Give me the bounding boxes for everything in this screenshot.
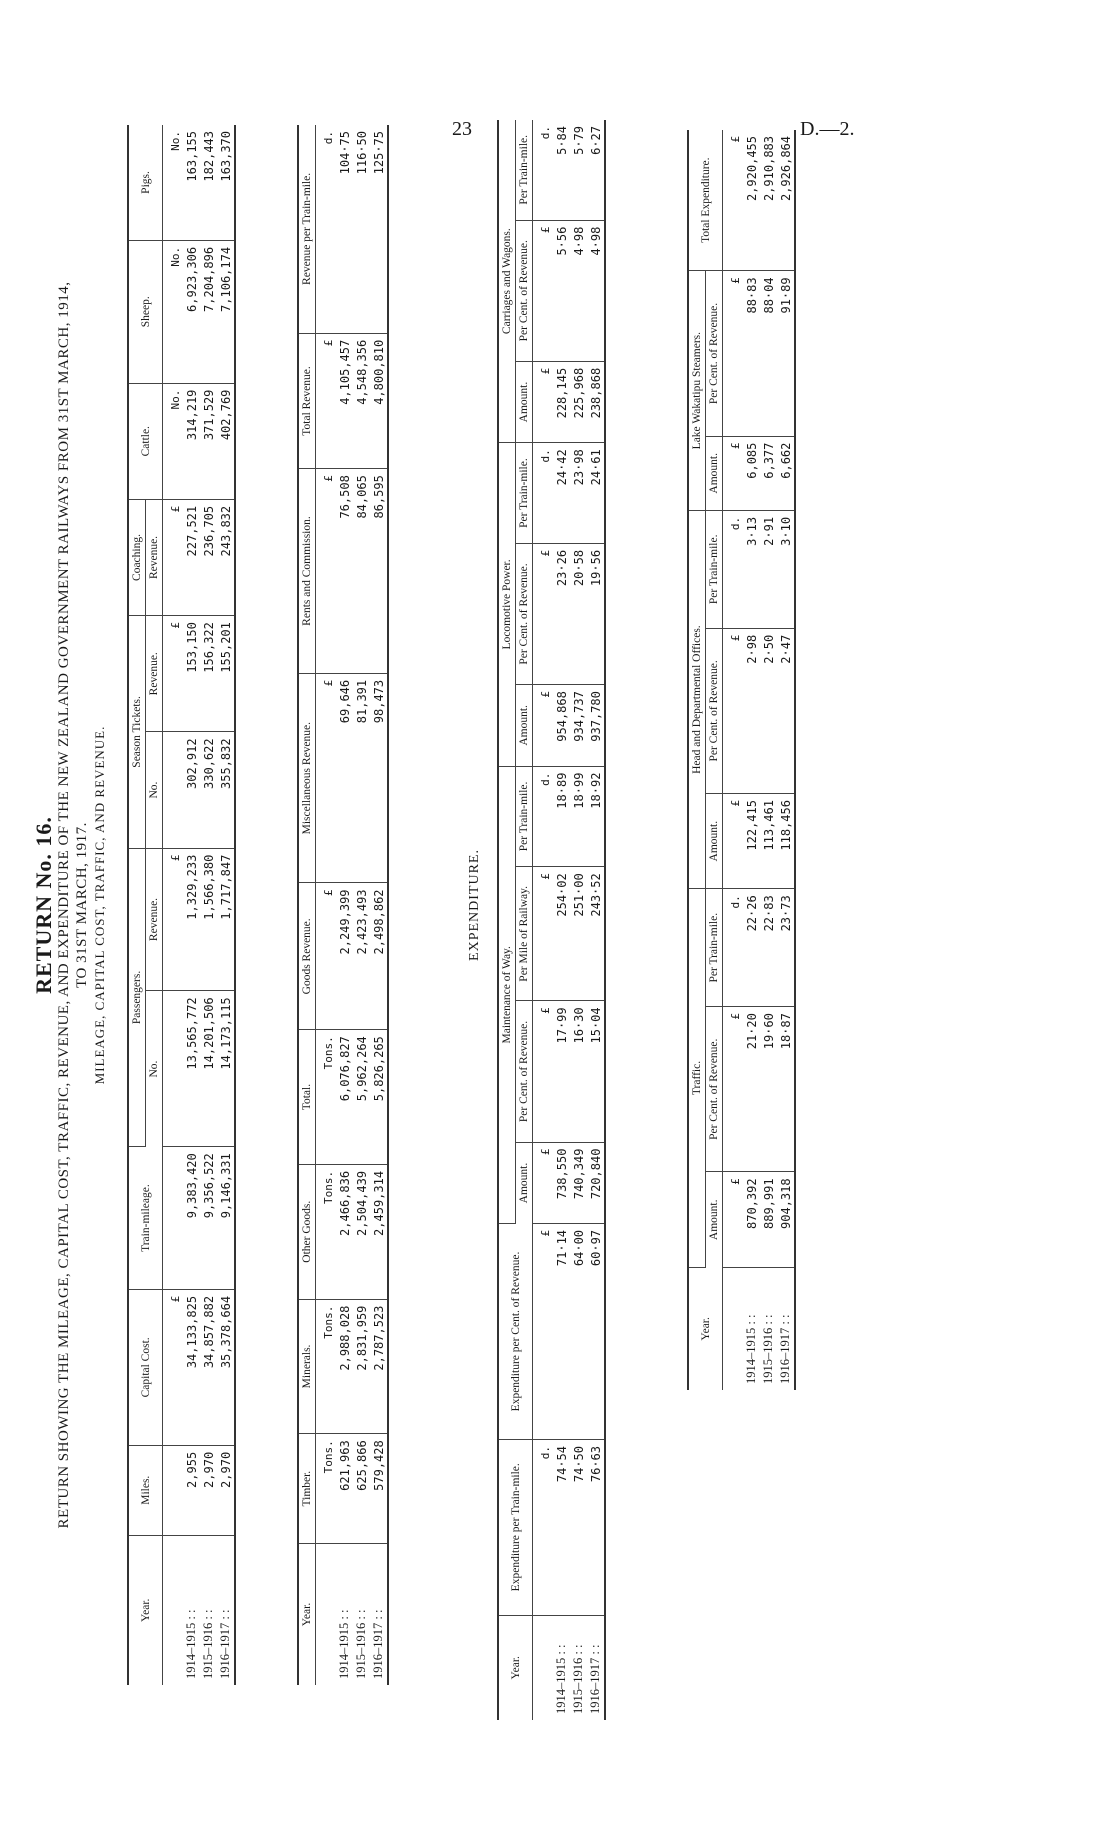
table-row bbox=[760, 130, 777, 1390]
value-cell: 6,662 bbox=[777, 436, 795, 510]
year-cell: 1914–1915 : : bbox=[744, 1314, 758, 1384]
unit-cell: £ bbox=[723, 130, 744, 271]
value-cell: 6,085 bbox=[743, 436, 760, 510]
value-cell: 314,219 bbox=[183, 383, 200, 499]
unit-cell: d. bbox=[723, 889, 744, 1007]
value-cell: 104·75 bbox=[336, 125, 353, 333]
unit-cell: £ bbox=[316, 469, 337, 674]
year-cell: 1914–1915 : : bbox=[184, 1609, 198, 1679]
value-cell: 2,970 bbox=[217, 1445, 235, 1535]
year-cell: 1916–1917 : : bbox=[218, 1609, 232, 1679]
unit-cell bbox=[163, 991, 184, 1147]
value-cell: 2,910,883 bbox=[760, 130, 777, 271]
value-cell: 5·79 bbox=[570, 120, 587, 220]
value-cell: 1,717,847 bbox=[217, 848, 235, 991]
value-cell: 118,456 bbox=[777, 794, 795, 889]
value-cell: 74·54 bbox=[553, 1440, 570, 1616]
col-cw-amount: Amount. bbox=[516, 361, 533, 442]
unit-cell: £ bbox=[533, 1223, 554, 1439]
value-cell: 2·50 bbox=[760, 628, 777, 793]
table-row bbox=[777, 130, 795, 1390]
return-title: RETURN SHOWING THE MILEAGE, CAPITAL COST, TRAFFIC, REVENUE, AND EXPENDITURE OF THE NEW ZEALAND GOVERNMENT RAILWAYS FROM 31ST MARCH, 1914, bbox=[56, 281, 73, 1529]
unit-cell: £ bbox=[533, 867, 554, 1001]
value-cell: 19·56 bbox=[587, 543, 605, 684]
col-cw-per-train-mile: Per Train-mile. bbox=[516, 120, 533, 220]
return-number: RETURN No. 16. bbox=[31, 816, 56, 994]
col-cw-per-cent: Per Cent. of Revenue. bbox=[516, 220, 533, 361]
col-mow-amount: Amount. bbox=[516, 1142, 533, 1223]
unit-cell: Tons. bbox=[316, 1164, 337, 1299]
unit-cell: d. bbox=[316, 125, 337, 333]
value-cell: 355,832 bbox=[217, 732, 235, 848]
value-cell: 402,769 bbox=[217, 383, 235, 499]
value-cell: 5·84 bbox=[553, 120, 570, 220]
expenditure-table bbox=[497, 120, 606, 1720]
table-row bbox=[200, 125, 217, 1685]
value-cell: 14,201,506 bbox=[200, 991, 217, 1147]
return-title-continued: TO 31ST MARCH, 1917. bbox=[73, 822, 90, 988]
unit-cell: £ bbox=[723, 1007, 744, 1172]
value-cell: 238,868 bbox=[587, 361, 605, 442]
value-cell: 6·27 bbox=[587, 120, 605, 220]
table-row bbox=[743, 130, 760, 1390]
unit-cell bbox=[316, 1544, 337, 1685]
value-cell: 153,150 bbox=[183, 616, 200, 732]
col-header: Miscellaneous Revenue. bbox=[298, 673, 316, 883]
value-cell: 163,370 bbox=[217, 125, 235, 240]
page-number: 23 bbox=[452, 118, 472, 140]
unit-cell bbox=[533, 1615, 554, 1720]
value-cell: 3·10 bbox=[777, 510, 795, 628]
col-passengers-no: No. bbox=[146, 991, 163, 1147]
value-cell: 371,529 bbox=[200, 383, 217, 499]
value-cell: 2,988,028 bbox=[336, 1299, 353, 1434]
col-header: Year. bbox=[298, 1544, 316, 1685]
mileage-traffic-table bbox=[127, 125, 236, 1685]
value-cell: 625,866 bbox=[353, 1434, 370, 1544]
col-season-no: No. bbox=[146, 732, 163, 848]
col-head-offices: Head and Departmental Offices. bbox=[688, 510, 706, 888]
value-cell: 870,392 bbox=[743, 1172, 760, 1267]
col-year: Year. bbox=[128, 1535, 163, 1685]
value-cell: 76,508 bbox=[336, 469, 353, 674]
year-cell: 1915–1916 : : bbox=[571, 1644, 585, 1714]
value-cell: 69,646 bbox=[336, 673, 353, 883]
value-cell: 2,498,862 bbox=[370, 883, 388, 1030]
unit-cell: £ bbox=[723, 436, 744, 510]
value-cell: 16·30 bbox=[570, 1001, 587, 1142]
value-cell: 2·47 bbox=[777, 628, 795, 793]
goods-revenue-table bbox=[297, 125, 389, 1685]
col-sheep: Sheep. bbox=[128, 240, 163, 383]
unit-cell: £ bbox=[723, 1172, 744, 1267]
unit-cell: No. bbox=[163, 383, 184, 499]
value-cell: 7,106,174 bbox=[217, 240, 235, 383]
value-cell: 6,076,827 bbox=[336, 1030, 353, 1165]
value-cell: 17·99 bbox=[553, 1001, 570, 1142]
col-header: Goods Revenue. bbox=[298, 883, 316, 1030]
unit-cell: £ bbox=[723, 628, 744, 793]
col-expenditure-per-cent: Expenditure per Cent. of Revenue. bbox=[498, 1223, 533, 1439]
value-cell: 4·98 bbox=[570, 220, 587, 361]
col-loco-amount: Amount. bbox=[516, 685, 533, 766]
year-cell: 1916–1917 : : bbox=[371, 1609, 385, 1679]
table-row bbox=[217, 125, 235, 1685]
value-cell: 2,955 bbox=[183, 1445, 200, 1535]
value-cell: 74·50 bbox=[570, 1440, 587, 1616]
unit-cell: Tons. bbox=[316, 1434, 337, 1544]
value-cell: 5,962,264 bbox=[353, 1030, 370, 1165]
value-cell: 251·00 bbox=[570, 867, 587, 1001]
value-cell: 113,461 bbox=[760, 794, 777, 889]
value-cell: 2,504,439 bbox=[353, 1164, 370, 1299]
col-traffic-per-train-mile: Per Train-mile. bbox=[706, 889, 723, 1007]
value-cell: 19·60 bbox=[760, 1007, 777, 1172]
value-cell: 5,826,265 bbox=[370, 1030, 388, 1165]
unit-cell: £ bbox=[316, 883, 337, 1030]
value-cell: 18·92 bbox=[587, 766, 605, 867]
value-cell: 122,415 bbox=[743, 794, 760, 889]
unit-cell: Tons. bbox=[316, 1030, 337, 1165]
unit-cell bbox=[723, 1267, 744, 1390]
value-cell: 4,548,356 bbox=[353, 333, 370, 468]
unit-cell: d. bbox=[533, 443, 554, 544]
unit-cell: No. bbox=[163, 240, 184, 383]
value-cell: 6,923,306 bbox=[183, 240, 200, 383]
table-row bbox=[570, 120, 587, 1720]
value-cell: 4,105,457 bbox=[336, 333, 353, 468]
value-cell: 2,249,399 bbox=[336, 883, 353, 1030]
unit-cell: £ bbox=[533, 685, 554, 766]
expenditure-offices-table bbox=[687, 130, 796, 1390]
col-header: Total Revenue. bbox=[298, 333, 316, 468]
col-year: Year. bbox=[498, 1615, 533, 1720]
value-cell: 2,920,455 bbox=[743, 130, 760, 271]
col-lake-amount: Amount. bbox=[706, 436, 723, 510]
value-cell: 163,155 bbox=[183, 125, 200, 240]
value-cell: 225,968 bbox=[570, 361, 587, 442]
col-head-amount: Amount. bbox=[706, 794, 723, 889]
value-cell: 2,831,959 bbox=[353, 1299, 370, 1434]
value-cell: 71·14 bbox=[553, 1223, 570, 1439]
col-carriages-wagons: Carriages and Wagons. bbox=[498, 120, 516, 443]
col-locomotive-power: Locomotive Power. bbox=[498, 443, 516, 766]
value-cell: 934,737 bbox=[570, 685, 587, 766]
value-cell: 9,146,331 bbox=[217, 1147, 235, 1290]
table-row bbox=[587, 120, 605, 1720]
unit-cell: £ bbox=[316, 333, 337, 468]
col-passengers: Passengers. bbox=[128, 848, 146, 1147]
unit-cell: £ bbox=[723, 794, 744, 889]
year-cell: 1916–1917 : : bbox=[588, 1644, 602, 1714]
value-cell: 2,466,836 bbox=[336, 1164, 353, 1299]
value-cell: 7,204,896 bbox=[200, 240, 217, 383]
value-cell: 13,565,772 bbox=[183, 991, 200, 1147]
value-cell: 1,566,380 bbox=[200, 848, 217, 991]
unit-cell bbox=[163, 732, 184, 848]
col-header: Rents and Commission. bbox=[298, 469, 316, 674]
value-cell: 125·75 bbox=[370, 125, 388, 333]
value-cell: 64·00 bbox=[570, 1223, 587, 1439]
value-cell: 2,970 bbox=[200, 1445, 217, 1535]
value-cell: 3·13 bbox=[743, 510, 760, 628]
col-passengers-revenue: Revenue. bbox=[146, 848, 163, 991]
value-cell: 937,780 bbox=[587, 685, 605, 766]
unit-cell: £ bbox=[533, 1001, 554, 1142]
unit-cell: Tons. bbox=[316, 1299, 337, 1434]
value-cell: 2·91 bbox=[760, 510, 777, 628]
value-cell: 4,800,810 bbox=[370, 333, 388, 468]
year-cell: 1915–1916 : : bbox=[761, 1314, 775, 1384]
table-row bbox=[336, 125, 353, 1685]
value-cell: 6,377 bbox=[760, 436, 777, 510]
value-cell: 2,926,864 bbox=[777, 130, 795, 271]
section-title-expenditure: EXPENDITURE. bbox=[467, 849, 482, 961]
unit-cell: £ bbox=[533, 1142, 554, 1223]
value-cell: 156,322 bbox=[200, 616, 217, 732]
col-miles: Miles. bbox=[128, 1445, 163, 1535]
unit-cell bbox=[163, 1445, 184, 1535]
value-cell: 155,201 bbox=[217, 616, 235, 732]
col-mow-per-mile: Per Mile of Railway. bbox=[516, 867, 533, 1001]
col-loco-per-train-mile: Per Train-mile. bbox=[516, 443, 533, 544]
value-cell: 5·56 bbox=[553, 220, 570, 361]
value-cell: 81,391 bbox=[353, 673, 370, 883]
value-cell: 116·50 bbox=[353, 125, 370, 333]
table-row bbox=[370, 125, 388, 1685]
value-cell: 24·61 bbox=[587, 443, 605, 544]
value-cell: 4·98 bbox=[587, 220, 605, 361]
col-header: Other Goods. bbox=[298, 1164, 316, 1299]
value-cell: 22·26 bbox=[743, 889, 760, 1007]
year-cell: 1915–1916 : : bbox=[201, 1609, 215, 1679]
col-head-per-cent: Per Cent. of Revenue. bbox=[706, 628, 723, 793]
unit-cell: £ bbox=[533, 361, 554, 442]
table-row bbox=[183, 125, 200, 1685]
value-cell: 88·04 bbox=[760, 271, 777, 436]
value-cell: 18·99 bbox=[570, 766, 587, 867]
col-head-per-train-mile: Per Train-mile. bbox=[706, 510, 723, 628]
value-cell: 2,459,314 bbox=[370, 1164, 388, 1299]
value-cell: 86,595 bbox=[370, 469, 388, 674]
value-cell: 2,787,523 bbox=[370, 1299, 388, 1434]
unit-cell: £ bbox=[163, 499, 184, 615]
unit-cell: d. bbox=[533, 766, 554, 867]
value-cell: 889,991 bbox=[760, 1172, 777, 1267]
year-cell: 1914–1915 : : bbox=[337, 1609, 351, 1679]
value-cell: 76·63 bbox=[587, 1440, 605, 1616]
return-header bbox=[27, 80, 108, 1730]
value-cell: 302,912 bbox=[183, 732, 200, 848]
unit-row bbox=[163, 125, 184, 1685]
col-coaching: Coaching. bbox=[128, 499, 146, 615]
value-cell: 15·04 bbox=[587, 1001, 605, 1142]
value-cell: 23·73 bbox=[777, 889, 795, 1007]
col-lake-per-cent: Per Cent. of Revenue. bbox=[706, 271, 723, 436]
year-cell: 1914–1915 : : bbox=[554, 1644, 568, 1714]
col-mow-per-train-mile: Per Train-mile. bbox=[516, 766, 533, 867]
value-cell: 34,133,825 bbox=[183, 1289, 200, 1445]
col-maintenance-of-way: Maintenance of Way. bbox=[498, 766, 516, 1223]
col-traffic: Traffic. bbox=[688, 889, 706, 1267]
value-cell: 2,423,493 bbox=[353, 883, 370, 1030]
value-cell: 740,349 bbox=[570, 1142, 587, 1223]
table-row bbox=[353, 125, 370, 1685]
unit-cell: d. bbox=[533, 1440, 554, 1616]
col-header: Timber. bbox=[298, 1434, 316, 1544]
unit-cell: £ bbox=[163, 1289, 184, 1445]
col-coaching-revenue: Revenue. bbox=[146, 499, 163, 615]
value-cell: 35,378,664 bbox=[217, 1289, 235, 1445]
col-season-tickets: Season Tickets. bbox=[128, 616, 146, 849]
unit-cell: £ bbox=[163, 616, 184, 732]
section-title-mileage: MILEAGE, CAPITAL COST, TRAFFIC, AND REVENUE. bbox=[91, 725, 107, 1085]
col-season-revenue: Revenue. bbox=[146, 616, 163, 732]
unit-cell: d. bbox=[533, 120, 554, 220]
year-cell: 1916–1917 : : bbox=[778, 1314, 792, 1384]
col-mow-per-cent: Per Cent. of Revenue. bbox=[516, 1001, 533, 1142]
value-cell: 84,065 bbox=[353, 469, 370, 674]
document-reference: D.—2. bbox=[800, 118, 855, 140]
unit-cell: £ bbox=[316, 673, 337, 883]
value-cell: 254·02 bbox=[553, 867, 570, 1001]
value-cell: 2·98 bbox=[743, 628, 760, 793]
col-header: Revenue per Train-mile. bbox=[298, 125, 316, 333]
value-cell: 60·97 bbox=[587, 1223, 605, 1439]
value-cell: 243,832 bbox=[217, 499, 235, 615]
col-loco-per-cent: Per Cent. of Revenue. bbox=[516, 543, 533, 684]
unit-cell: £ bbox=[163, 848, 184, 991]
value-cell: 954,868 bbox=[553, 685, 570, 766]
unit-row bbox=[723, 130, 744, 1390]
value-cell: 243·52 bbox=[587, 867, 605, 1001]
unit-cell: £ bbox=[533, 220, 554, 361]
col-header: Minerals. bbox=[298, 1299, 316, 1434]
value-cell: 579,428 bbox=[370, 1434, 388, 1544]
value-cell: 23·26 bbox=[553, 543, 570, 684]
value-cell: 9,356,522 bbox=[200, 1147, 217, 1290]
value-cell: 228,145 bbox=[553, 361, 570, 442]
value-cell: 330,622 bbox=[200, 732, 217, 848]
unit-row bbox=[316, 125, 337, 1685]
value-cell: 88·83 bbox=[743, 271, 760, 436]
year-cell: 1915–1916 : : bbox=[354, 1609, 368, 1679]
value-cell: 227,521 bbox=[183, 499, 200, 615]
col-capital-cost: Capital Cost. bbox=[128, 1289, 163, 1445]
value-cell: 91·89 bbox=[777, 271, 795, 436]
value-cell: 738,550 bbox=[553, 1142, 570, 1223]
unit-row bbox=[533, 120, 554, 1720]
col-lake-wakatipu: Lake Wakatipu Steamers. bbox=[688, 271, 706, 511]
value-cell: 18·89 bbox=[553, 766, 570, 867]
unit-cell: No. bbox=[163, 125, 184, 240]
col-traffic-amount: Amount. bbox=[706, 1172, 723, 1267]
value-cell: 24·42 bbox=[553, 443, 570, 544]
col-expenditure-per-train-mile: Expenditure per Train-mile. bbox=[498, 1440, 533, 1616]
value-cell: 904,318 bbox=[777, 1172, 795, 1267]
value-cell: 34,857,882 bbox=[200, 1289, 217, 1445]
table-row bbox=[553, 120, 570, 1720]
value-cell: 720,840 bbox=[587, 1142, 605, 1223]
value-cell: 14,173,115 bbox=[217, 991, 235, 1147]
unit-cell bbox=[163, 1535, 184, 1685]
unit-cell: d. bbox=[723, 510, 744, 628]
value-cell: 20·58 bbox=[570, 543, 587, 684]
unit-cell: £ bbox=[533, 543, 554, 684]
col-pigs: Pigs. bbox=[128, 125, 163, 240]
value-cell: 621,963 bbox=[336, 1434, 353, 1544]
value-cell: 182,443 bbox=[200, 125, 217, 240]
value-cell: 21·20 bbox=[743, 1007, 760, 1172]
value-cell: 236,705 bbox=[200, 499, 217, 615]
value-cell: 23·98 bbox=[570, 443, 587, 544]
col-year: Year. bbox=[688, 1267, 723, 1390]
rotated-page-content bbox=[27, 80, 1087, 1730]
value-cell: 98,473 bbox=[370, 673, 388, 883]
col-header: Total. bbox=[298, 1030, 316, 1165]
col-cattle: Cattle. bbox=[128, 383, 163, 499]
unit-cell bbox=[163, 1147, 184, 1290]
col-train-mileage: Train-mileage. bbox=[128, 1147, 163, 1290]
col-traffic-per-cent: Per Cent. of Revenue. bbox=[706, 1007, 723, 1172]
col-total-expenditure: Total Expenditure. bbox=[688, 130, 723, 271]
value-cell: 18·87 bbox=[777, 1007, 795, 1172]
value-cell: 22·83 bbox=[760, 889, 777, 1007]
unit-cell: £ bbox=[723, 271, 744, 436]
value-cell: 9,383,420 bbox=[183, 1147, 200, 1290]
value-cell: 1,329,233 bbox=[183, 848, 200, 991]
